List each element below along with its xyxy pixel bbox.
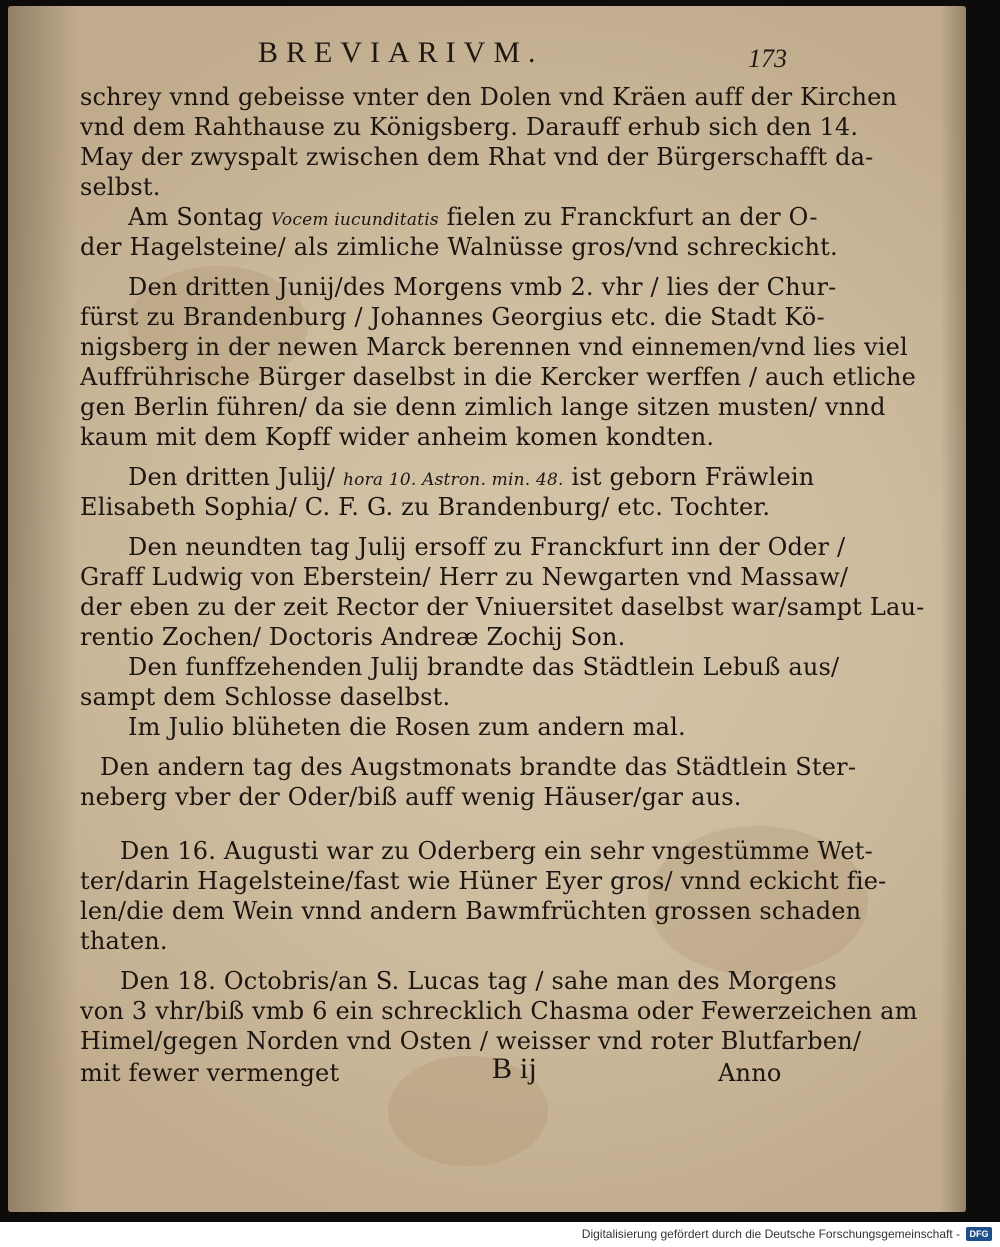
text-line: Himel/gegen Norden vnd Osten / weisser vnd roter Blutfarben/ xyxy=(80,1027,862,1055)
latin-phrase: hora 10. Astron. min. 48. xyxy=(343,470,564,490)
text-segment: Den dritten Julij/ xyxy=(128,463,344,491)
text-line: Den dritten Junij/des Morgens vmb 2. vhr / lies der Chur- xyxy=(128,273,837,301)
text-line: Den funffzehenden Julij brandte das Städtlein Lebuß aus/ xyxy=(128,653,840,681)
text-line: rentio Zochen/ Doctoris Andreæ Zochij Son. xyxy=(80,623,626,651)
text-line xyxy=(128,462,814,495)
text-line: Den andern tag des Augstmonats brandte das Städtlein Ster- xyxy=(100,753,857,781)
text-line: mit fewer vermenget xyxy=(80,1059,340,1087)
running-title: BREVIARIVM. xyxy=(258,36,544,69)
text-line: schrey vnnd gebeisse vnter den Dolen vnd Kräen auff der Kirchen xyxy=(80,83,898,111)
text-line: nigsberg in der newen Marck berennen vnd einnemen/vnd lies viel xyxy=(80,333,908,361)
text-line: von 3 vhr/biß vmb 6 ein schrecklich Chasma oder Fewerzeichen am xyxy=(80,997,918,1025)
text-line: gen Berlin führen/ da sie denn zimlich lange sitzen musten/ vnnd xyxy=(80,393,886,421)
latin-phrase: Vocem iucunditatis xyxy=(271,210,439,230)
catchword: Anno xyxy=(718,1059,782,1087)
gutter-shadow xyxy=(8,6,78,1212)
text-line: ter/darin Hagelsteine/fast wie Hüner Eyer gros/ vnnd eckicht fie- xyxy=(80,867,887,895)
page-edge-shadow xyxy=(940,6,966,1212)
text-line: neberg vber der Oder/biß auff wenig Häuser/gar aus. xyxy=(80,783,742,811)
text-segment: ist geborn Fräwlein xyxy=(563,463,815,491)
folio-number: 173 xyxy=(748,44,787,73)
text-line: Den 16. Augusti war zu Oderberg ein sehr vngestümme Wet- xyxy=(120,837,873,865)
footer-bar xyxy=(0,1222,1000,1247)
text-line: vnd dem Rahthause zu Königsberg. Darauff erhub sich den 14. xyxy=(80,113,859,141)
text-line: Auffrührische Bürger daselbst in die Kercker werffen / auch etliche xyxy=(80,363,917,391)
text-line: fürst zu Brandenburg / Johannes Georgius etc. die Stadt Kö- xyxy=(80,303,825,331)
text-line: der Hagelsteine/ als zimliche Walnüsse gros/vnd schreckicht. xyxy=(80,233,838,261)
text-line: May der zwyspalt zwischen dem Rhat vnd der Bürgerschafft da- xyxy=(80,143,874,171)
text-line: thaten. xyxy=(80,927,168,955)
text-line: sampt dem Schlosse daselbst. xyxy=(80,683,451,711)
text-line: der eben zu der zeit Rector der Vniuersitet daselbst war/sampt Lau- xyxy=(80,593,925,621)
text-line: len/die dem Wein vnnd andern Bawmfrüchten grossen schaden xyxy=(80,897,862,925)
text-line: selbst. xyxy=(80,173,161,201)
text-line: Im Julio blüheten die Rosen zum andern mal. xyxy=(128,713,686,741)
text-line: kaum mit dem Kopff wider anheim komen kondten. xyxy=(80,423,715,451)
dfg-logo[interactable]: DFG xyxy=(966,1227,992,1241)
funding-credit: Digitalisierung gefördert durch die Deutsche Forschungsgemeinschaft - xyxy=(581,1227,960,1241)
text-line: Elisabeth Sophia/ C. F. G. zu Brandenburg/ etc. Tochter. xyxy=(80,493,771,521)
text-line: Den neundten tag Julij ersoff zu Franckfurt inn der Oder / xyxy=(128,533,846,561)
signature-mark: B ij xyxy=(492,1052,537,1085)
text-line xyxy=(128,202,818,235)
text-line: Den 18. Octobris/an S. Lucas tag / sahe man des Morgens xyxy=(120,967,837,995)
text-segment: fielen zu Franckfurt an der O- xyxy=(438,203,818,231)
text-line: Graff Ludwig von Eberstein/ Herr zu Newgarten vnd Massaw/ xyxy=(80,563,849,591)
text-segment: Am Sontag xyxy=(128,203,272,231)
